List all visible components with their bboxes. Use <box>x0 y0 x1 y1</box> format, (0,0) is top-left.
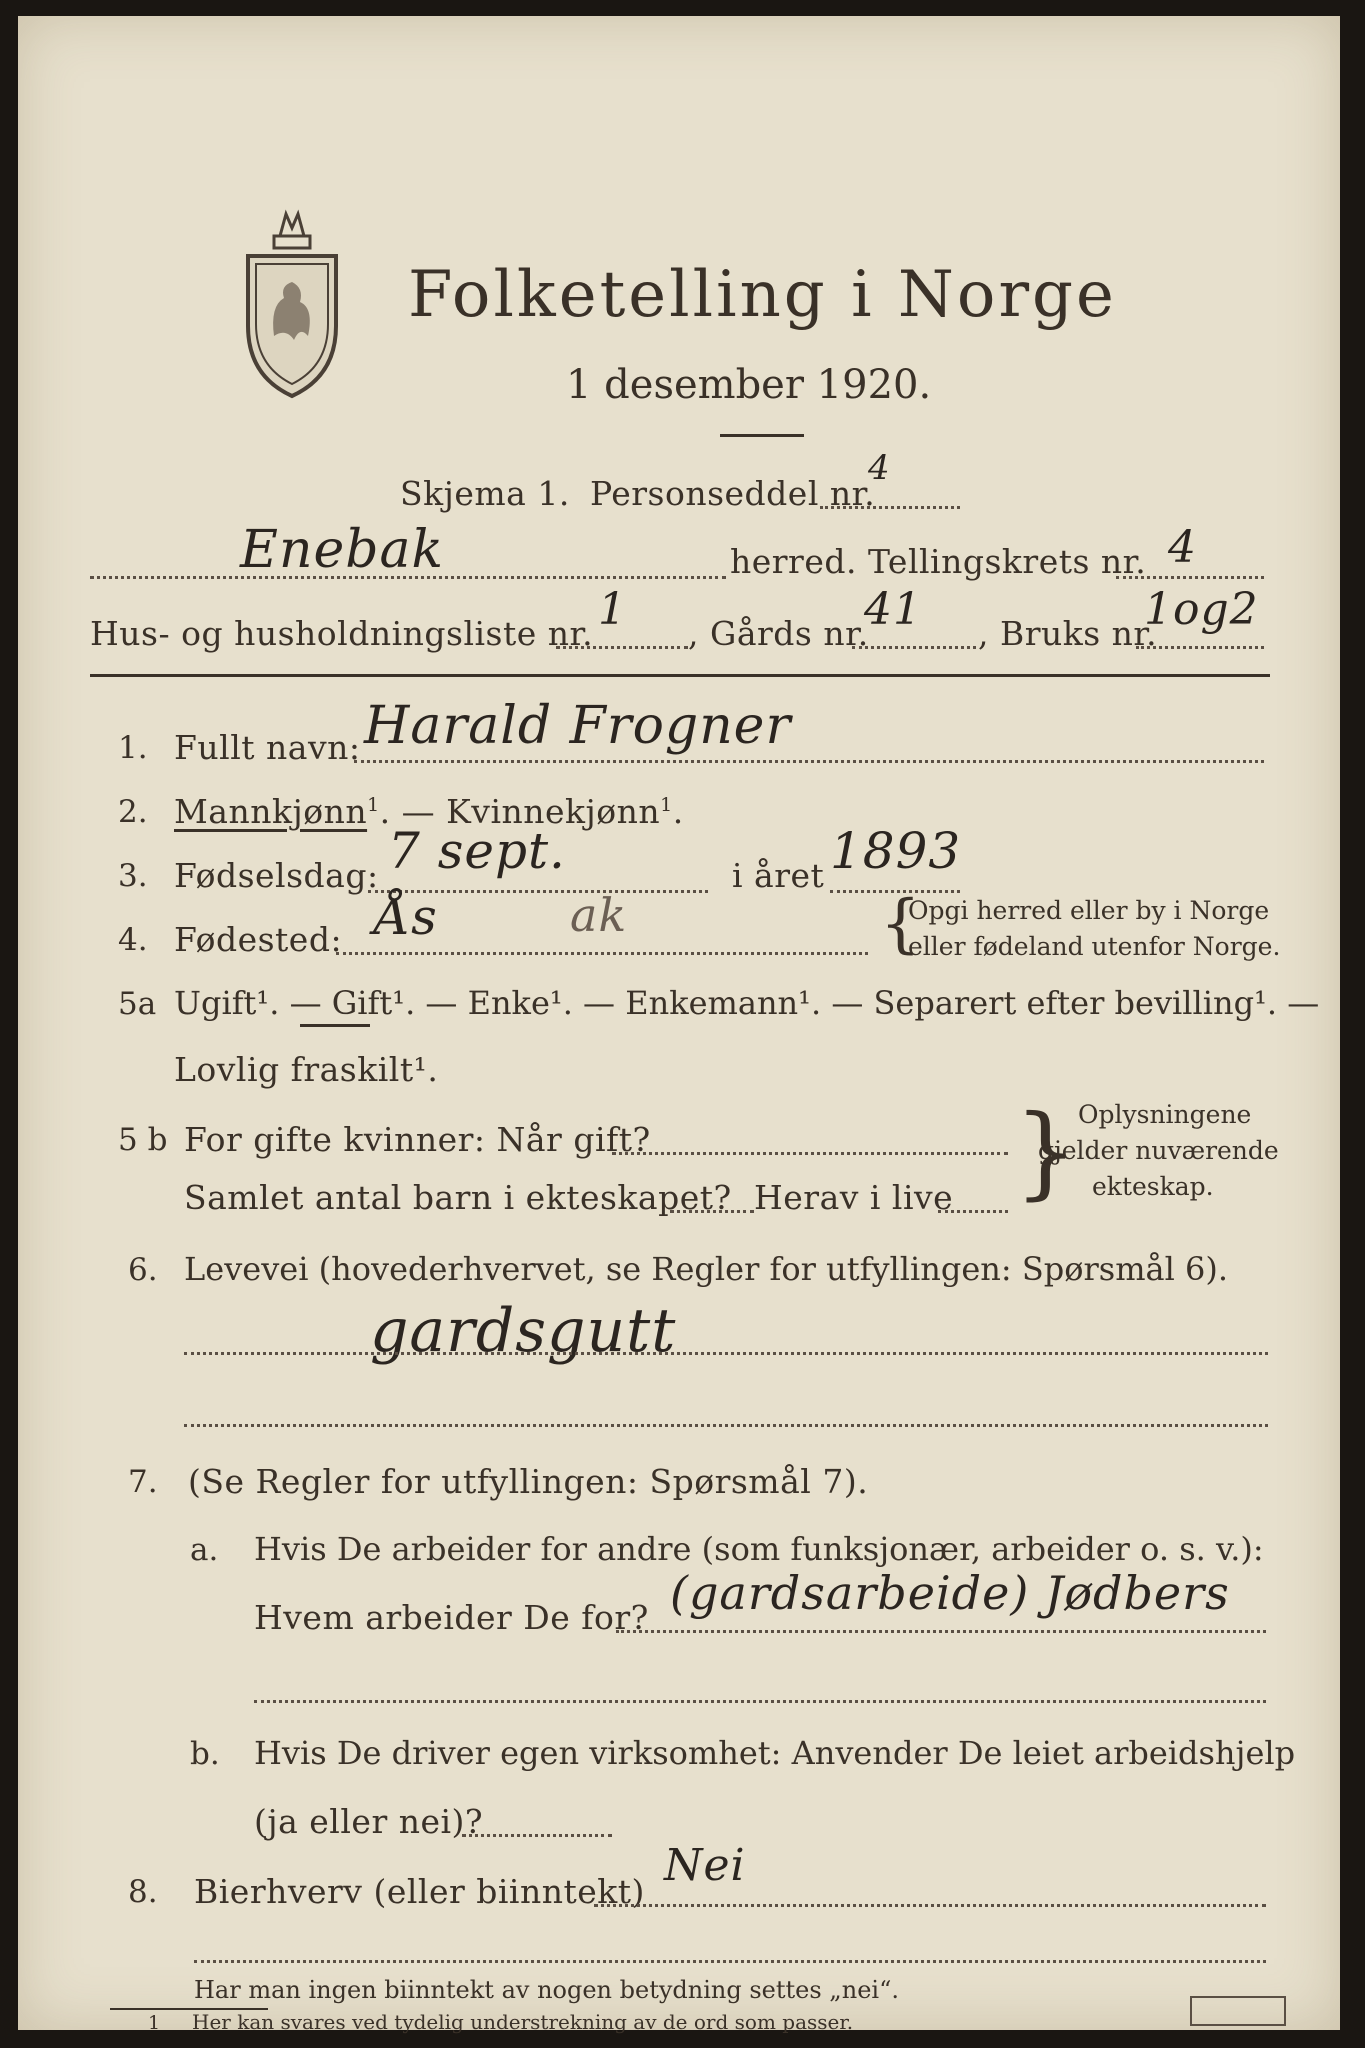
q4-value: Ås <box>374 888 438 946</box>
bruks-value: 1og2 <box>1144 584 1259 635</box>
header-divider <box>90 674 1270 677</box>
form-date: 1 desember 1920. <box>566 362 932 408</box>
q8-line-extra <box>194 1960 1266 1963</box>
gards-line <box>852 646 976 649</box>
q1-value: Harald Frogner <box>364 696 792 756</box>
q5a-option-divorced: Lovlig fraskilt¹. <box>174 1050 439 1089</box>
q5b-label-alive: Herav i live <box>754 1178 954 1217</box>
q2-male-option: Mannkjønn <box>174 792 368 831</box>
title-divider <box>720 434 804 437</box>
q4-value2: ak <box>570 888 628 942</box>
q7b-line2: (ja eller nei)? <box>254 1802 484 1841</box>
q5a-options: Ugift¹. — Gift¹. — Enke¹. — Enkemann¹. — Separert efter bevilling¹. — <box>174 984 1320 1022</box>
herred-value: Enebak <box>240 520 445 580</box>
q5b-note-line3: ekteskap. <box>1092 1172 1214 1201</box>
q7b-line1: Hvis De driver egen virksomhet: Anvender De leiet arbeidshjelp <box>254 1734 1296 1772</box>
q7a-line <box>616 1630 1266 1633</box>
bruks-line <box>1136 646 1264 649</box>
q5b-children-line <box>670 1210 754 1213</box>
q4-note-line1: Opgi herred eller by i Norge <box>908 896 1270 925</box>
q2-female-option: — Kvinnekjønn <box>401 792 661 831</box>
q5a-number: 5a <box>118 986 157 1022</box>
q5b-note-line2: gjelder nuværende <box>1038 1136 1279 1165</box>
q7a-value: (gardsarbeide) Jødbers <box>670 1566 1230 1620</box>
q6-value: gardsgutt <box>370 1296 677 1366</box>
q7b-letter: b. <box>190 1736 220 1772</box>
personseddel-value: 4 <box>868 448 891 488</box>
q7b-line <box>462 1834 612 1837</box>
q3-value: 7 sept. <box>388 822 566 880</box>
bruks-label: , Bruks nr. <box>978 614 1158 653</box>
q6-label: Levevei (hovederhvervet, se Regler for utfyllingen: Spørsmål 6). <box>184 1250 1229 1288</box>
q1-line <box>354 760 1264 763</box>
q4-note-line2: eller fødeland utenfor Norge. <box>908 932 1281 961</box>
herred-label: herred. Tellingskrets nr. <box>730 542 1147 581</box>
q7-number: 7. <box>128 1464 158 1500</box>
skjema-label: Skjema 1. <box>400 474 570 513</box>
tellingskrets-line <box>1116 576 1264 579</box>
q5b-note-brace: } <box>1014 1093 1078 1210</box>
q4-number: 4. <box>118 922 148 958</box>
footnote-number: 1 <box>148 2012 161 2034</box>
form-title: Folketelling i Norge <box>408 258 1117 332</box>
gards-value: 41 <box>864 584 922 635</box>
q3-label: Fødselsdag: <box>174 856 379 895</box>
q8-line <box>594 1904 1266 1907</box>
q3-year-label: i året <box>732 856 825 895</box>
q4-line <box>336 952 868 955</box>
personseddel-label: Personseddel nr. <box>590 474 876 513</box>
q5b-label-children: Samlet antal barn i ekteskapet? <box>184 1178 732 1217</box>
tellingskrets-value: 4 <box>1168 522 1197 573</box>
q2-options: Mannkjønn$^1$. — Kvinnekjønn$^1$. <box>174 792 684 831</box>
q3-year-value: 1893 <box>830 822 962 880</box>
q7-label: (Se Regler for utfyllingen: Spørsmål 7). <box>188 1462 869 1501</box>
q7a-line1: Hvis De arbeider for andre (som funksjonær, arbeider o. s. v.): <box>254 1530 1264 1568</box>
q8-label: Bierhverv (eller biinntekt) <box>194 1872 645 1911</box>
q6-line1 <box>184 1352 1268 1355</box>
q5b-note-line1: Oplysningene <box>1078 1100 1252 1129</box>
q5b-alive-line <box>938 1210 1008 1213</box>
footnote-text: Her kan svares ved tydelig understrekning av de ord som passer. <box>192 2010 854 2034</box>
q5b-number: 5 b <box>118 1122 168 1158</box>
personseddel-line <box>820 506 960 509</box>
printer-stamp <box>1190 1996 1286 2026</box>
q4-label: Fødested: <box>174 920 343 959</box>
hus-label: Hus- og husholdningsliste nr. <box>90 614 594 653</box>
q5a-gift-underline <box>300 1024 370 1027</box>
census-form-page <box>18 16 1340 2034</box>
gards-label: , Gårds nr. <box>688 614 869 653</box>
q7a-line-extra <box>254 1700 1266 1703</box>
q6-number: 6. <box>128 1252 158 1288</box>
q5b-married-line <box>612 1152 1008 1155</box>
q1-label: Fullt navn: <box>174 728 361 767</box>
q1-number: 1. <box>118 730 148 766</box>
q7a-letter: a. <box>190 1532 219 1568</box>
footer-note: Har man ingen biinntekt av nogen betydning settes „nei“. <box>194 1976 899 2004</box>
q4-note-brace: { <box>880 887 921 961</box>
q8-value: Nei <box>664 1840 746 1891</box>
q5b-label-married: For gifte kvinner: Når gift? <box>184 1120 651 1159</box>
coat-of-arms-icon <box>244 206 340 400</box>
hus-value: 1 <box>598 584 627 635</box>
q2-number: 2. <box>118 794 148 830</box>
q6-line2 <box>184 1424 1268 1427</box>
q8-number: 8. <box>128 1874 158 1910</box>
hus-line <box>556 646 688 649</box>
q7a-line2: Hvem arbeider De for? <box>254 1598 649 1637</box>
q3-number: 3. <box>118 858 148 894</box>
